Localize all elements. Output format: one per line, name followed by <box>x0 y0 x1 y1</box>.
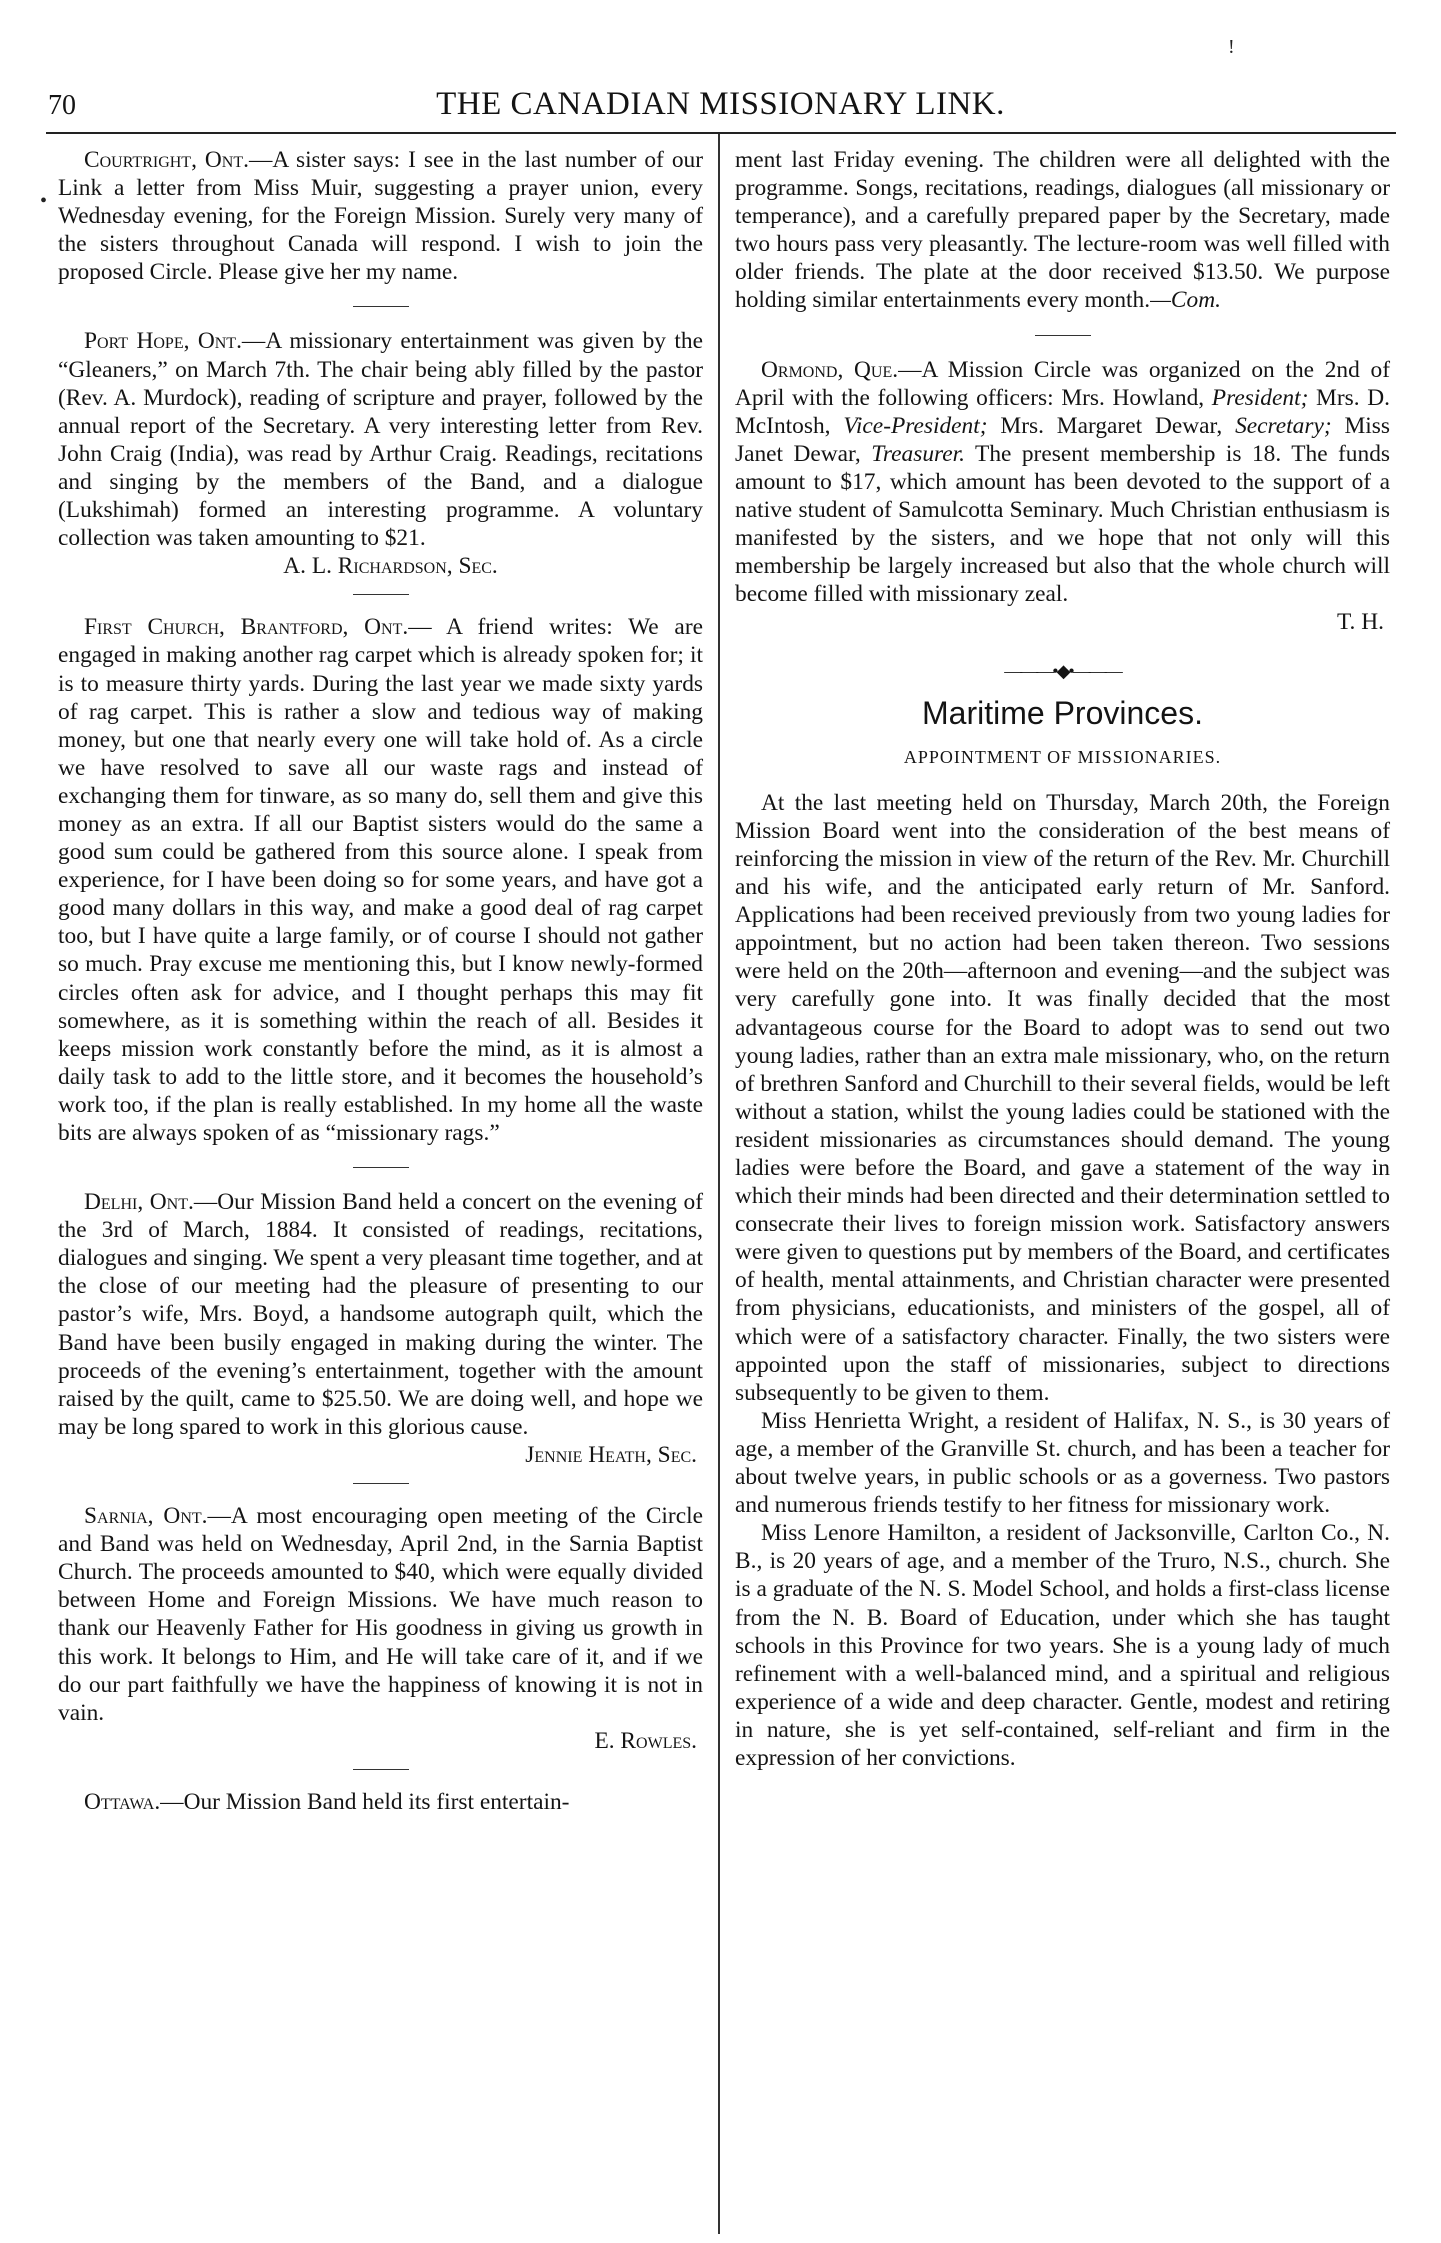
maritime-paragraph: Miss Lenore Hamilton, a resident of Jacksonville, Carlton Co., N. B., is 20 years of age, and a member of the Truro, N.S., church. She is a graduate of the N. S. Model School, and holds a first-class license from the N. B. Board of Education, under which she has taught schools in this Province for two years. She is a young lady of much refinement with a well-balanced mind, and a spiritual and religious experience of a wide and deep character. Gentle, modest and retiring in nature, she is yet self-contained, self-reliant and firm in the expression of her convictions. <box>735 1520 1390 1771</box>
port-hope-signature: A. L. Richardson, Sec. <box>283 553 498 580</box>
delhi-heading: Delhi, Ont. <box>84 1189 194 1216</box>
ormond-text: Miss Janet Dewar, <box>735 412 1390 467</box>
running-head: THE CANADIAN MISSIONARY LINK. <box>436 86 1005 122</box>
courtright-heading: Courtright, Ont. <box>84 147 249 173</box>
column-divider <box>718 134 720 2234</box>
ottawa-item <box>58 1788 703 1816</box>
separator-rule <box>1035 335 1091 336</box>
delhi-item <box>58 1188 703 1441</box>
separator-rule <box>353 1483 409 1484</box>
maritime-section-title: Maritime Provinces. <box>922 694 1203 731</box>
sarnia-item <box>58 1502 703 1727</box>
ormond-president-title: President; <box>1211 384 1309 411</box>
sarnia-text: —A most encouraging open meeting of the Circle and Band was held on Wednesday, April 2nd, in the Sarnia Baptist Church. The proceeds amounted to $40, which were equally divided between Home and Foreign Missions. We have much reason to thank our Heavenly Father for His goodness in giving us growth in this work. It belongs to Him, and He will take care of it, and if we do our part faithfully we have the happiness of knowing it is not in vain. <box>58 1503 703 1726</box>
ormond-secretary-title: Secretary; <box>1235 412 1332 439</box>
port-hope-item <box>58 327 703 552</box>
separator-rule <box>353 594 409 595</box>
page-number: 70 <box>48 90 76 121</box>
ormond-text: The present membership is 18. The funds amount to $17, which amount has been devoted to the support of a native student of Samulcotta Seminary. Much Christian enthusiasm is manifested by the sisters, and we hope that not only will this membership be largely increased but also that the whole church will become filled with missionary zeal. <box>735 440 1390 608</box>
ottawa-text: —Our Mission Band held its first entertain- <box>160 1788 570 1815</box>
ottawa-continued-text: ment last Friday evening. The children were all delighted with the programme. Songs, recitations, readings, dialogues (all missionary or temperance), and a carefully prepared paper by the Secretary, made two hours pass very pleasantly. The lecture-room was well filled with older friends. The plate at the door received $13.50. We purpose holding similar entertainments every month. <box>735 147 1390 314</box>
separator-rule <box>353 306 409 307</box>
maritime-paragraph: Miss Henrietta Wright, a resident of Halifax, N. S., is 30 years of age, a member of the Granville St. church, and has been a teacher for about twelve years, in public schools or as a governess. Two pastors and numerous friends testify to her fitness for missionary work. <box>735 1407 1390 1519</box>
separator-rule <box>353 1769 409 1770</box>
port-hope-heading: Port Hope, Ont. <box>84 328 242 355</box>
ormond-signature: T. H. <box>1337 609 1384 636</box>
brantford-text: — A friend writes: We are engaged in making another rag carpet which is already spoken for; it is to measure thirty yards. During the last year we made sixty yards of rag carpet. This is rather a slow and tedious way of making money, but one that nearly every one will take hold of. As a circle we have resolved to save all our waste rags and instead of exchanging them for tinware, as so many do, sell them and give this money as an extra. If all our Baptist sisters would do the same a good sum could be gathered from this source alone. I speak from experience, for I have been doing so for some years, and have got a good many dollars in this way, and make a good deal of rag carpet too, but I have quite a large family, or of course I should not gather so much. Pray excuse me mentioning this, but I know newly-formed circles often ask for advice, and I thought perhaps this may fit somewhere, as it is something within the reach of all. Besides it keeps mission work constantly before the mind, as it is almost a daily task to add to the little store, and it becomes the household’s work too, if the plan is really established. In my home all the waste bits are always spoken of as “missionary rags.” <box>58 614 703 1146</box>
left-column <box>58 146 703 1816</box>
ormond-vice-president-title: Vice-President; <box>843 412 988 439</box>
ottawa-signature: —Com. <box>1150 287 1221 314</box>
ormond-item <box>735 356 1390 609</box>
ormond-text: —A Mission Circle was organized on the 2nd of April with the following officers: Mrs. Howland, <box>735 356 1391 411</box>
sarnia-heading: Sarnia, Ont. <box>84 1503 208 1530</box>
ormond-treasurer-title: Treasurer. <box>871 440 966 467</box>
delhi-signature: Jennie Heath, Sec. <box>525 1441 697 1468</box>
brantford-item <box>58 613 703 1147</box>
margin-dot: • <box>40 190 48 212</box>
ottawa-heading: Ottawa. <box>84 1788 161 1815</box>
port-hope-text: —A missionary entertainment was given by the “Gleaners,” on March 7th. The chair being ably filled by the pastor (Rev. A. Murdock), reading of scripture and prayer, followed by the annual report of the Secretary. A very interesting letter from Rev. John Craig (India), was read by Arthur Craig. Readings, recitations and singing by the members of the Band, and a dialogue (Lukshimah) formed an interesting programme. A voluntary collection was taken amounting to $21. <box>58 328 703 552</box>
ormond-text: Mrs. Margaret Dewar, <box>987 412 1236 439</box>
margin-mark: ! <box>1228 36 1235 58</box>
right-column <box>735 146 1390 1772</box>
maritime-paragraph: At the last meeting held on Thursday, March 20th, the Foreign Mission Board went into the consideration of the best means of reinforcing the mission in view of the return of the Rev. Mr. Churchill and his wife, and the anticipated early return of Mr. Sanford. Applications had been received previously from two young ladies for appointment, but no action had been taken thereon. Two sessions were held on the 20th—afternoon and evening—and the subject was very carefully gone into. It was finally decided that the most advantageous course for the Board to adopt was to send out two young ladies, rather than an extra male missionary, who, on the return of brethren Sanford and Churchill to their several fields, would be left without a station, whilst the young ladies could be stationed with the resident missionaries as circumstances should demand. The young ladies were before the Board, and gave a statement of the way in which their minds had been directed and their determination settled to consecrate their lives to foreign mission work. Satisfactory answers were given to questions put by members of the Board, and certificates of health, mental attainments, and Christian character were presented from physicians, educationists, and ministers of the gospel, all of which were of a satisfactory character. Finally, the two sisters were appointed upon the staff of missionaries, subject to directions subsequently to be given to them. <box>735 789 1390 1406</box>
header-rule <box>46 132 1396 134</box>
separator-rule <box>353 1167 409 1168</box>
courtright-text: —A sister says: I see in the last number of our Link a letter from Miss Muir, suggesting a prayer union, every Wednesday evening, for the Foreign Mission. Surely very many of the sisters throughout Canada will respond. I wish to join the proposed Circle. Please give her my name. <box>58 147 703 286</box>
ottawa-continued <box>735 146 1390 315</box>
ormond-heading: Ormond, Que. <box>761 356 899 383</box>
section-ornament: ———•◆•——— <box>1004 660 1121 681</box>
brantford-heading: First Church, Brantford, Ont. <box>84 614 409 641</box>
sarnia-signature: E. Rowles. <box>594 1727 697 1754</box>
maritime-section-subtitle: APPOINTMENT OF MISSIONARIES. <box>903 746 1222 767</box>
ormond-text: Mrs. D. McIntosh, <box>735 384 1390 439</box>
courtright-item <box>58 146 703 286</box>
delhi-text: —Our Mission Band held a concert on the evening of the 3rd of March, 1884. It consisted of readings, recitations, dialogues and singing. We spent a very pleasant time together, and at the close of our meeting had the pleasure of presenting to our pastor’s wife, Mrs. Boyd, a handsome autograph quilt, which the Band have been busily engaged in making during the winter. The proceeds of the evening’s entertainment, together with the amount raised by the quilt, came to $25.50. We are doing well, and hope we may be long spared to work in this glorious cause. <box>58 1189 703 1440</box>
